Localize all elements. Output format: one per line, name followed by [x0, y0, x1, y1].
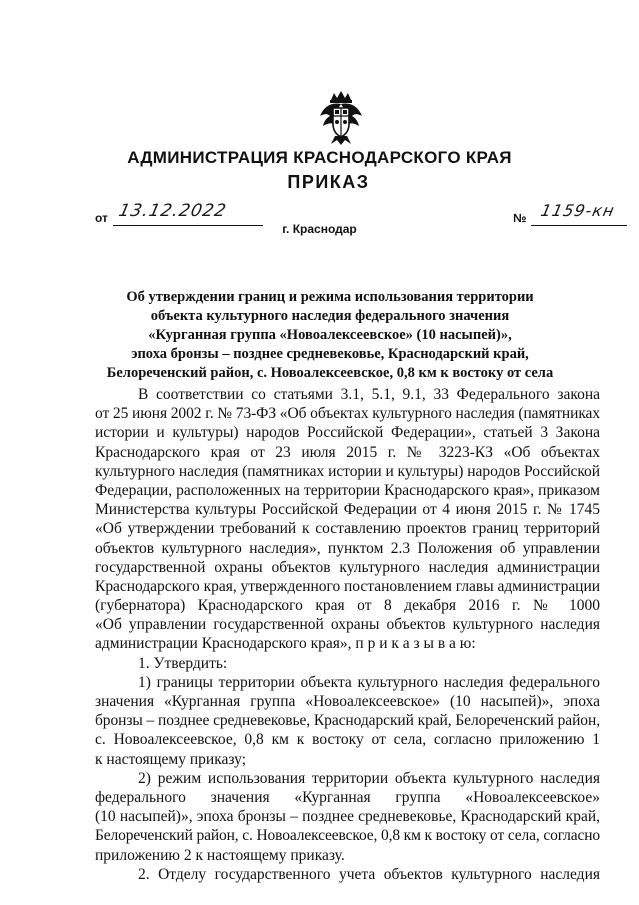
number-prefix-label: № — [513, 211, 527, 225]
body-line: с. Новоалексеевское, 0,8 км к востоку от села, согласно приложению 1 — [95, 731, 600, 749]
document-body — [95, 385, 600, 884]
title-line: Белореченский район, с. Новоалексеевское, 0,8 км к востоку от села — [106, 365, 554, 381]
body-line: 2) режим использования территории объекта культурного наследия — [138, 769, 600, 787]
body-line: 1. Утвердить: — [138, 654, 228, 672]
title-line: эпоха бронзы – позднее средневековье, Краснодарский край, — [131, 346, 529, 362]
body-line: (10 насыпей)», эпоха бронзы – позднее средневековье, Краснодарский край, — [95, 808, 600, 826]
body-line: Белореченский район, с. Новоалексеевское, 0,8 км к востоку от села, согласно — [95, 827, 600, 845]
body-line: «Об управлении государственной охраны объектов культурного наследия — [95, 616, 600, 634]
document-title — [90, 288, 570, 383]
body-line: Краснодарского края, утвержденного постановлением главы администрации — [95, 577, 600, 595]
organization-name: АДМИНИСТРАЦИЯ КРАСНОДАРСКОГО КРАЯ — [127, 148, 512, 167]
city-label: г. Краснодар — [282, 222, 357, 236]
body-line: культурного наследия (памятниках истории и культуры) народов Российской — [95, 462, 600, 480]
body-line: Министерства культуры Российской Федерации от 4 июня 2015 г. № 1745 — [95, 501, 600, 519]
body-line: 1) границы территории объекта культурного наследия федерального — [138, 673, 600, 691]
title-line: объекта культурного наследия федерального значения — [150, 308, 510, 324]
body-line: от 25 июня 2002 г. № 73-ФЗ «Об объектах культурного наследия (памятниках — [95, 405, 600, 423]
body-line: Федерации, расположенных на территории Краснодарского края», приказом — [95, 481, 600, 499]
body-line: истории и культуры) народов Российской Федерации», статьей 3 Закона — [95, 424, 600, 442]
body-line: администрации Краснодарского края», п р и к а з ы в а ю: — [95, 635, 476, 653]
body-line: к настоящему приказу; — [95, 750, 247, 768]
body-line: бронзы – позднее средневековье, Краснодарский край, Белореченский район, — [95, 712, 600, 730]
krasnodar-coat-of-arms-icon — [318, 90, 364, 146]
handwritten-date: 13.12.2022 — [116, 201, 229, 221]
body-line: приложению 2 к настоящему приказу. — [95, 846, 345, 864]
body-line: Краснодарского края от 23 июля 2015 г. № 3223-КЗ «Об объектах — [95, 443, 600, 461]
body-line: федерального значения «Курганная группа «Новоалексеевское» — [95, 788, 600, 806]
handwritten-number: 1159-кн — [538, 201, 617, 220]
body-line: объектов культурного наследия», пунктом 2.3 Положения об управлении — [95, 539, 600, 557]
body-line: (губернатора) Краснодарского края от 8 декабря 2016 г. № 1000 — [95, 597, 600, 615]
body-line: «Об утверждении требований к составлению проектов границ территорий — [95, 520, 600, 538]
body-line: значения «Курганная группа «Новоалексеевское» (10 насыпей)», эпоха — [95, 693, 600, 710]
body-line: В соответствии со статьями 3.1, 5.1, 9.1, 33 Федерального закона — [138, 386, 600, 403]
body-line: 2. Отделу государственного учета объектов культурного наследия — [138, 865, 600, 883]
date-prefix-label: от — [95, 211, 108, 225]
title-line: «Курганная группа «Новоалексеевское» (10 насыпей)», — [148, 327, 512, 343]
title-line: Об утверждении границ и режима использования территории — [126, 289, 534, 305]
document-type: ПРИКАЗ — [287, 172, 370, 192]
body-line: государственной охраны объектов культурного наследия администрации — [95, 558, 600, 576]
